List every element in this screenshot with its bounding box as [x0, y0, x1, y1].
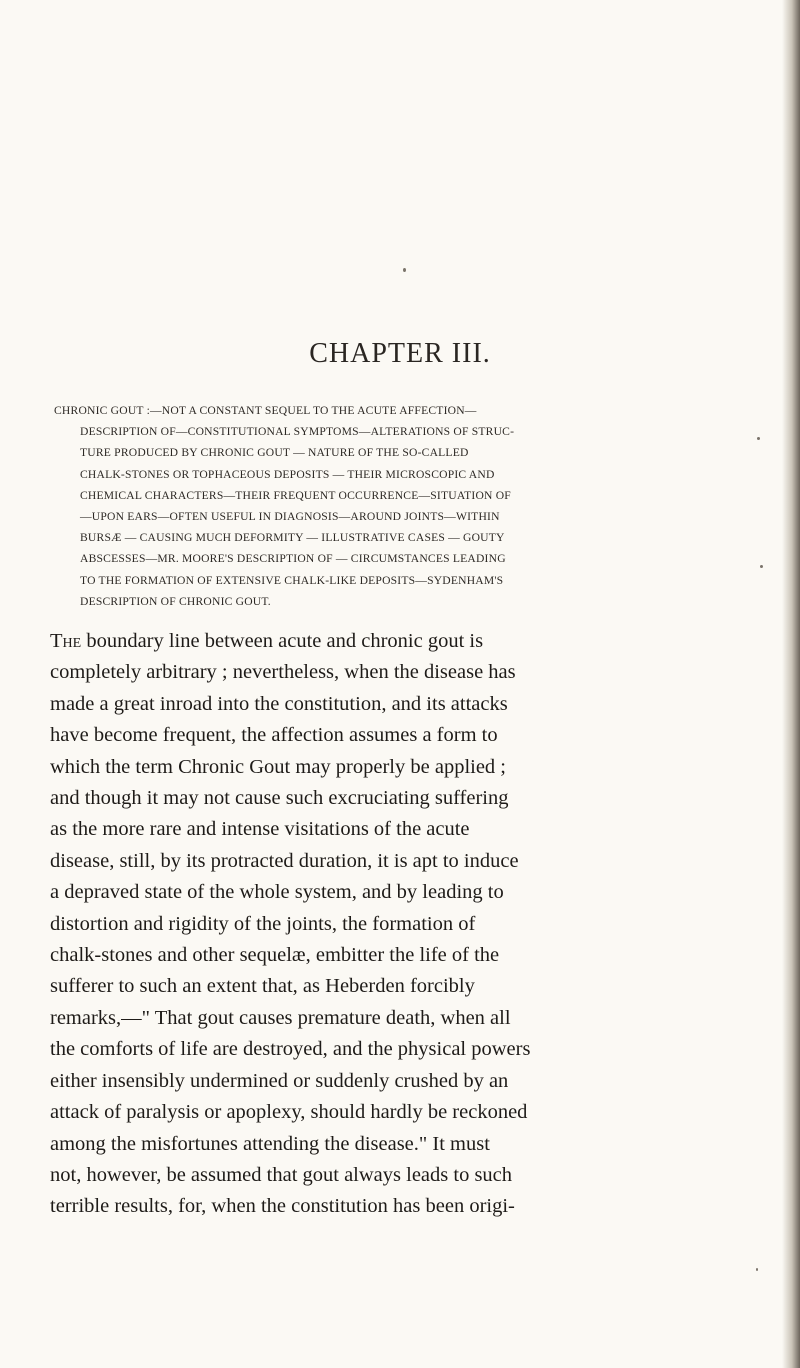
body-line: sufferer to such an extent that, as Heberden forcibly	[50, 975, 475, 998]
ink-speck	[756, 1268, 758, 1271]
page-edge-shadow	[782, 0, 800, 1368]
chapter-summary	[54, 400, 736, 612]
lead-word: The	[50, 630, 82, 652]
body-line: remarks,—" That gout causes premature death, when all	[50, 1006, 511, 1029]
body-line: which the term Chronic Gout may properly be applied ;	[50, 755, 507, 778]
body-line-first	[50, 626, 750, 657]
body-line: have become frequent, the affection assumes a form to	[50, 724, 498, 747]
body-line: and though it may not cause such excruciating suffering	[50, 787, 509, 810]
summary-line: DESCRIPTION OF CHRONIC GOUT.	[80, 594, 271, 608]
summary-line: CHALK-STONES OR TOPHACEOUS DEPOSITS — THEIR MICROSCOPIC AND	[80, 467, 495, 481]
summary-line: CHRONIC GOUT :—NOT A CONSTANT SEQUEL TO THE ACUTE AFFECTION—	[54, 404, 477, 417]
body-line: attack of paralysis or apoplexy, should hardly be reckoned	[50, 1101, 528, 1124]
summary-line: CHEMICAL CHARACTERS—THEIR FREQUENT OCCURRENCE—SITUATION OF	[80, 488, 511, 502]
body-line: as the more rare and intense visitations of the acute	[50, 818, 470, 841]
summary-line: BURSÆ — CAUSING MUCH DEFORMITY — ILLUSTRATIVE CASES — GOUTY	[80, 531, 505, 545]
summary-line: TURE PRODUCED BY CHRONIC GOUT — NATURE OF THE SO-CALLED	[80, 446, 469, 460]
body-line: the comforts of life are destroyed, and the physical powers	[50, 1038, 531, 1061]
body-line: among the misfortunes attending the disease." It must	[50, 1132, 490, 1155]
body-line: a depraved state of the whole system, and by leading to	[50, 881, 504, 904]
body-line: terrible results, for, when the constitution has been origi-	[50, 1195, 515, 1218]
summary-line: —UPON EARS—OFTEN USEFUL IN DIAGNOSIS—AROUND JOINTS—WITHIN	[80, 510, 500, 524]
summary-line: ABSCESSES—MR. MOORE'S DESCRIPTION OF — CIRCUMSTANCES LEADING	[80, 552, 506, 566]
body-line: chalk-stones and other sequelæ, embitter the life of the	[50, 944, 500, 967]
body-line: either insensibly undermined or suddenly crushed by an	[50, 1069, 509, 1092]
ink-speck	[757, 437, 760, 440]
first-line-text: boundary line between acute and chronic gout is	[81, 630, 484, 652]
summary-line: TO THE FORMATION OF EXTENSIVE CHALK-LIKE DEPOSITS—SYDENHAM'S	[80, 573, 504, 587]
chapter-title: CHAPTER III.	[309, 338, 491, 369]
body-line: disease, still, by its protracted duration, it is apt to induce	[50, 849, 519, 872]
body-paragraph	[50, 626, 750, 1223]
body-line: not, however, be assumed that gout always leads to such	[50, 1163, 513, 1186]
summary-line: DESCRIPTION OF—CONSTITUTIONAL SYMPTOMS—ALTERATIONS OF STRUC-	[80, 425, 515, 439]
ink-speck	[403, 268, 406, 272]
body-line: distortion and rigidity of the joints, the formation of	[50, 912, 476, 935]
body-line: made a great inroad into the constitution, and its attacks	[50, 692, 508, 715]
ink-speck	[760, 565, 763, 568]
body-line: completely arbitrary ; nevertheless, when the disease has	[50, 661, 516, 684]
